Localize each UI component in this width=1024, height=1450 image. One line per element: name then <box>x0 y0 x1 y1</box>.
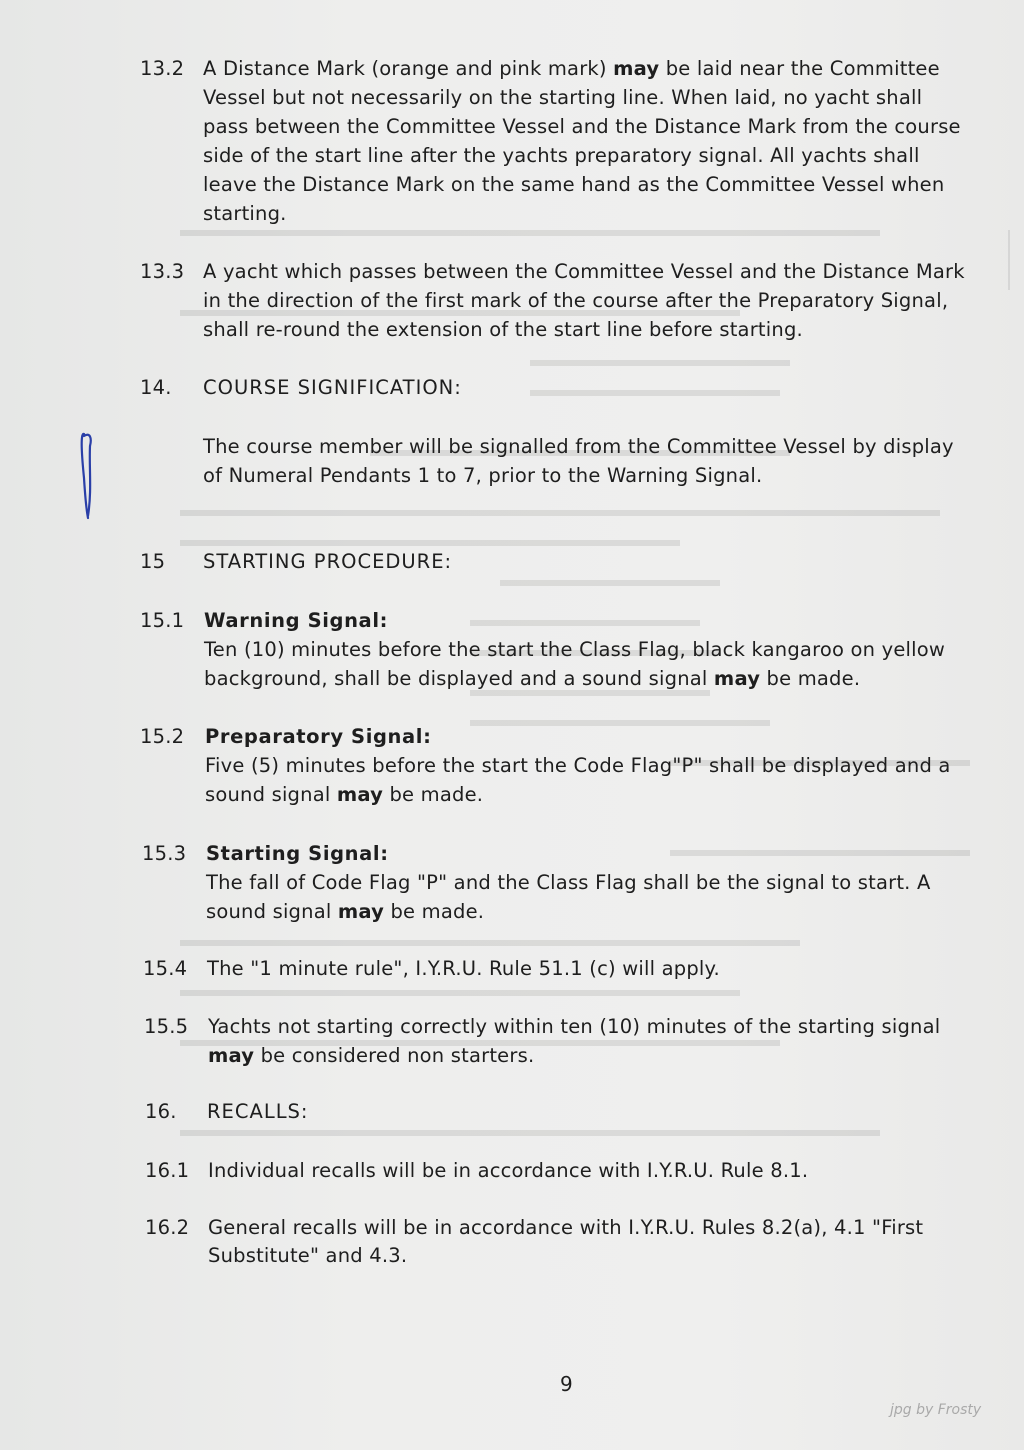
section-text <box>203 257 965 344</box>
emphasis-word: may <box>713 667 761 690</box>
text-line: leave the Distance Mark on the same hand as the Committee Vessel when <box>203 173 945 196</box>
section-number: 16. <box>145 1100 177 1123</box>
page-edge-shadow <box>1008 230 1024 290</box>
section-text <box>204 606 945 693</box>
text-line: may be considered non starters. <box>208 1044 535 1067</box>
section-number: 15.3 <box>142 842 187 865</box>
emphasis-word: may <box>208 1044 255 1067</box>
text-line: The course member will be signalled from the Committee Vessel by display <box>203 435 954 458</box>
section-text <box>207 954 720 983</box>
text-line: General recalls will be in accordance with I.Y.R.U. Rules 8.2(a), 4.1 "First <box>208 1216 924 1239</box>
section-number: 15 <box>140 550 166 573</box>
watermark-text: jpg by Frosty <box>890 1402 982 1418</box>
section-text <box>206 839 931 926</box>
handwritten-margin-mark <box>76 428 102 522</box>
text-line: Individual recalls will be in accordance with I.Y.R.U. Rule 8.1. <box>208 1159 809 1182</box>
subsection-heading: Starting Signal: <box>206 842 389 865</box>
section-text <box>205 722 951 809</box>
section-heading: COURSE SIGNIFICATION: <box>203 376 462 399</box>
text-line: Ten (10) minutes before the start the Class Flag, black kangaroo on yellow <box>204 638 946 661</box>
text-line: The "1 minute rule", I.Y.R.U. Rule 51.1 (c) will apply. <box>207 957 720 980</box>
section-number: 15.1 <box>140 609 185 632</box>
text-line: shall re-round the extension of the start line before starting. <box>203 318 803 341</box>
section-number: 14. <box>140 376 172 399</box>
emphasis-word: may <box>336 783 384 806</box>
section-number: 15.4 <box>143 957 188 980</box>
text-line: The fall of Code Flag "P" and the Class Flag shall be the signal to start. A <box>206 871 931 894</box>
section-text <box>208 1156 808 1185</box>
page-number: 9 <box>560 1372 573 1396</box>
text-line: in the direction of the first mark of the course after the Preparatory Signal, <box>203 289 949 312</box>
text-line: starting. <box>203 202 287 225</box>
subsection-heading: Preparatory Signal: <box>205 725 432 748</box>
section-heading: RECALLS: <box>207 1100 309 1123</box>
subsection-heading: Warning Signal: <box>204 609 388 632</box>
text-line: A Distance Mark (orange and pink mark) may be laid near the Committee <box>203 57 940 80</box>
section-number: 15.5 <box>144 1015 189 1038</box>
text-line: sound signal may be made. <box>206 900 485 923</box>
section-number: 16.1 <box>145 1159 190 1182</box>
text-line: Yachts not starting correctly within ten (10) minutes of the starting signal <box>208 1015 941 1038</box>
text-line: side of the start line after the yachts preparatory signal. All yachts shall <box>203 144 920 167</box>
text-line: pass between the Committee Vessel and the Distance Mark from the course <box>203 115 961 138</box>
section-number: 16.2 <box>145 1216 190 1239</box>
section-heading: STARTING PROCEDURE: <box>203 550 453 573</box>
text-line: A yacht which passes between the Committee Vessel and the Distance Mark <box>203 260 965 283</box>
text-line: Five (5) minutes before the start the Code Flag"P" shall be displayed and a <box>205 754 951 777</box>
section-text <box>208 1012 940 1070</box>
text-line: of Numeral Pendants 1 to 7, prior to the Warning Signal. <box>203 464 763 487</box>
text-line: background, shall be displayed and a sound signal may be made. <box>204 667 861 690</box>
section-number: 13.3 <box>140 260 185 283</box>
section-text <box>203 54 961 228</box>
section-14-body <box>203 432 1003 490</box>
section-number: 13.2 <box>140 57 185 80</box>
emphasis-word: may <box>337 900 385 923</box>
emphasis-word: may <box>613 57 660 80</box>
text-line: Vessel but not necessarily on the starting line. When laid, no yacht shall <box>203 86 923 109</box>
text-line: sound signal may be made. <box>205 783 484 806</box>
section-text <box>208 1214 923 1270</box>
section-number: 15.2 <box>140 725 185 748</box>
text-line: Substitute" and 4.3. <box>208 1244 408 1267</box>
